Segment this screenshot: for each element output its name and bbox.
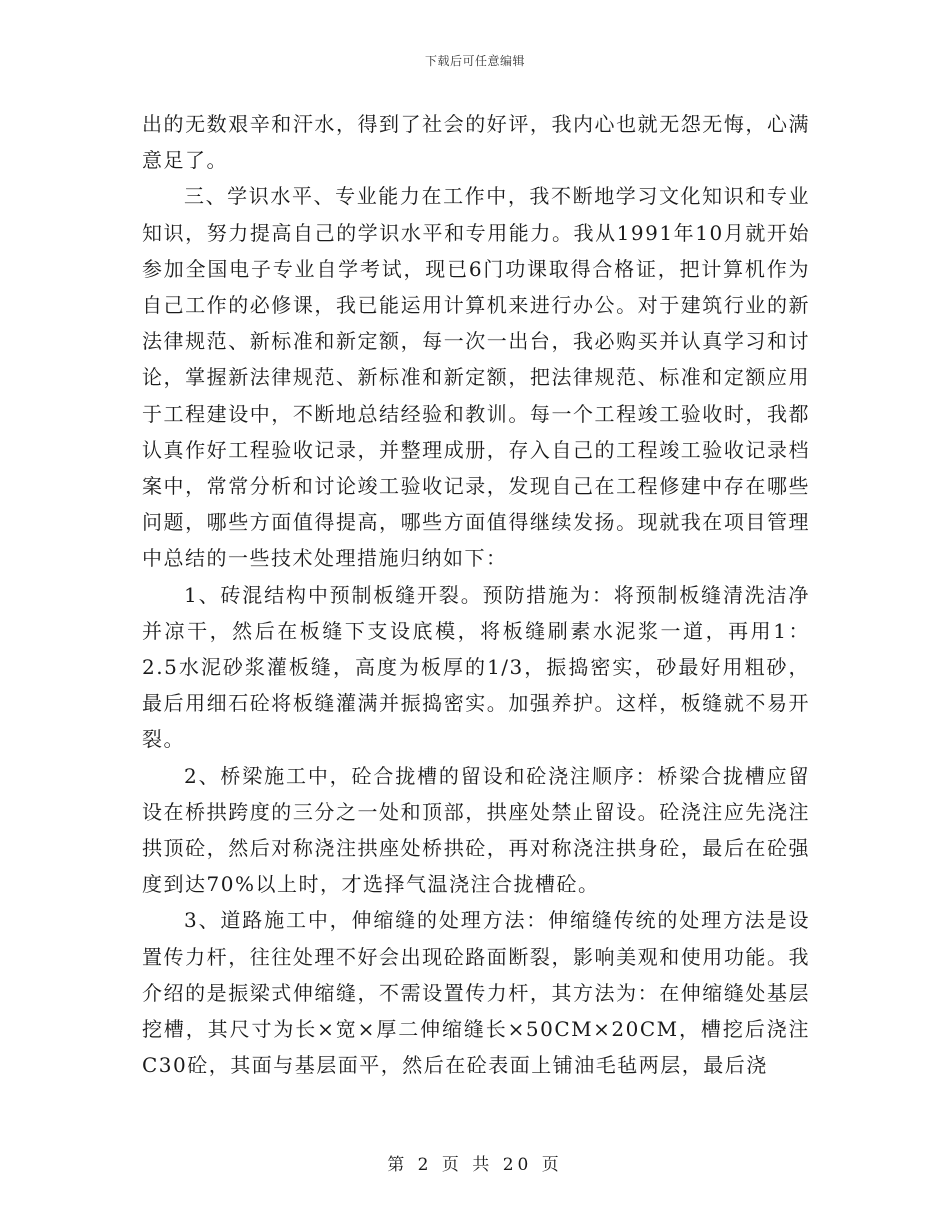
paragraph-item-1: 1、砖混结构中预制板缝开裂。预防措施为：将预制板缝清洗洁净并凉干，然后在板缝下支设底模，将板缝刷素水泥浆一道，再用1：2.5水泥砂浆灌板缝，高度为板厚的1/3，振捣密实，砂最好用粗砂，最后用细石砼将板缝灌满并振捣密实。加强养护。这样，板缝就不易开裂。	[142, 582, 810, 752]
paragraph-item-3: 3、道路施工中，伸缩缝的处理方法：伸缩缝传统的处理方法是设置传力杆，往往处理不好会出现砼路面断裂，影响美观和使用功能。我介绍的是振梁式伸缩缝，不需设置传力杆，其方法为：在伸缩缝处基层挖槽，其尺寸为长×宽×厚二伸缩缝长×50CM×20CM，槽挖后浇注C30砼，其面与基层面平，然后在砼表面上铺油毛毡两层，最后浇	[142, 908, 810, 1078]
page-number: 第 2 页 共 20 页	[387, 1155, 563, 1175]
paragraph-continuation: 出的无数艰辛和汗水，得到了社会的好评，我内心也就无怨无悔，心满意足了。	[142, 112, 810, 173]
paragraph-item-2: 2、桥梁施工中，砼合拢槽的留设和砼浇注顺序：桥梁合拢槽应留设在桥拱跨度的三分之一处和顶部，拱座处禁止留设。砼浇注应先浇注拱顶砼，然后对称浇注拱座处桥拱砼，再对称浇注拱身砼，最后在砼强度到达70%以上时，才选择气温浇注合拢槽砼。	[142, 763, 810, 897]
document-body	[142, 106, 810, 1083]
paragraph-section-three: 三、学识水平、专业能力在工作中，我不断地学习文化知识和专业知识，努力提高自己的学识水平和专用能力。我从1991年10月就开始参加全国电子专业自学考试，现已6门功课取得合格证，把计算机作为自己工作的必修课，我已能运用计算机来进行办公。对于建筑行业的新法律规范、新标准和新定额，每一次一出台，我必购买并认真学习和讨论，掌握新法律规范、新标准和新定额，把法律规范、标准和定额应用于工程建设中，不断地总结经验和教训。每一个工程竣工验收时，我都认真作好工程验收记录，并整理成册，存入自己的工程竣工验收记录档案中，常常分析和讨论竣工验收记录，发现自己在工程修建中存在哪些问题，哪些方面值得提高，哪些方面值得继续发扬。现就我在项目管理中总结的一些技术处理措施归纳如下：	[142, 184, 810, 571]
page-header: 下载后可任意编辑	[424, 54, 525, 68]
